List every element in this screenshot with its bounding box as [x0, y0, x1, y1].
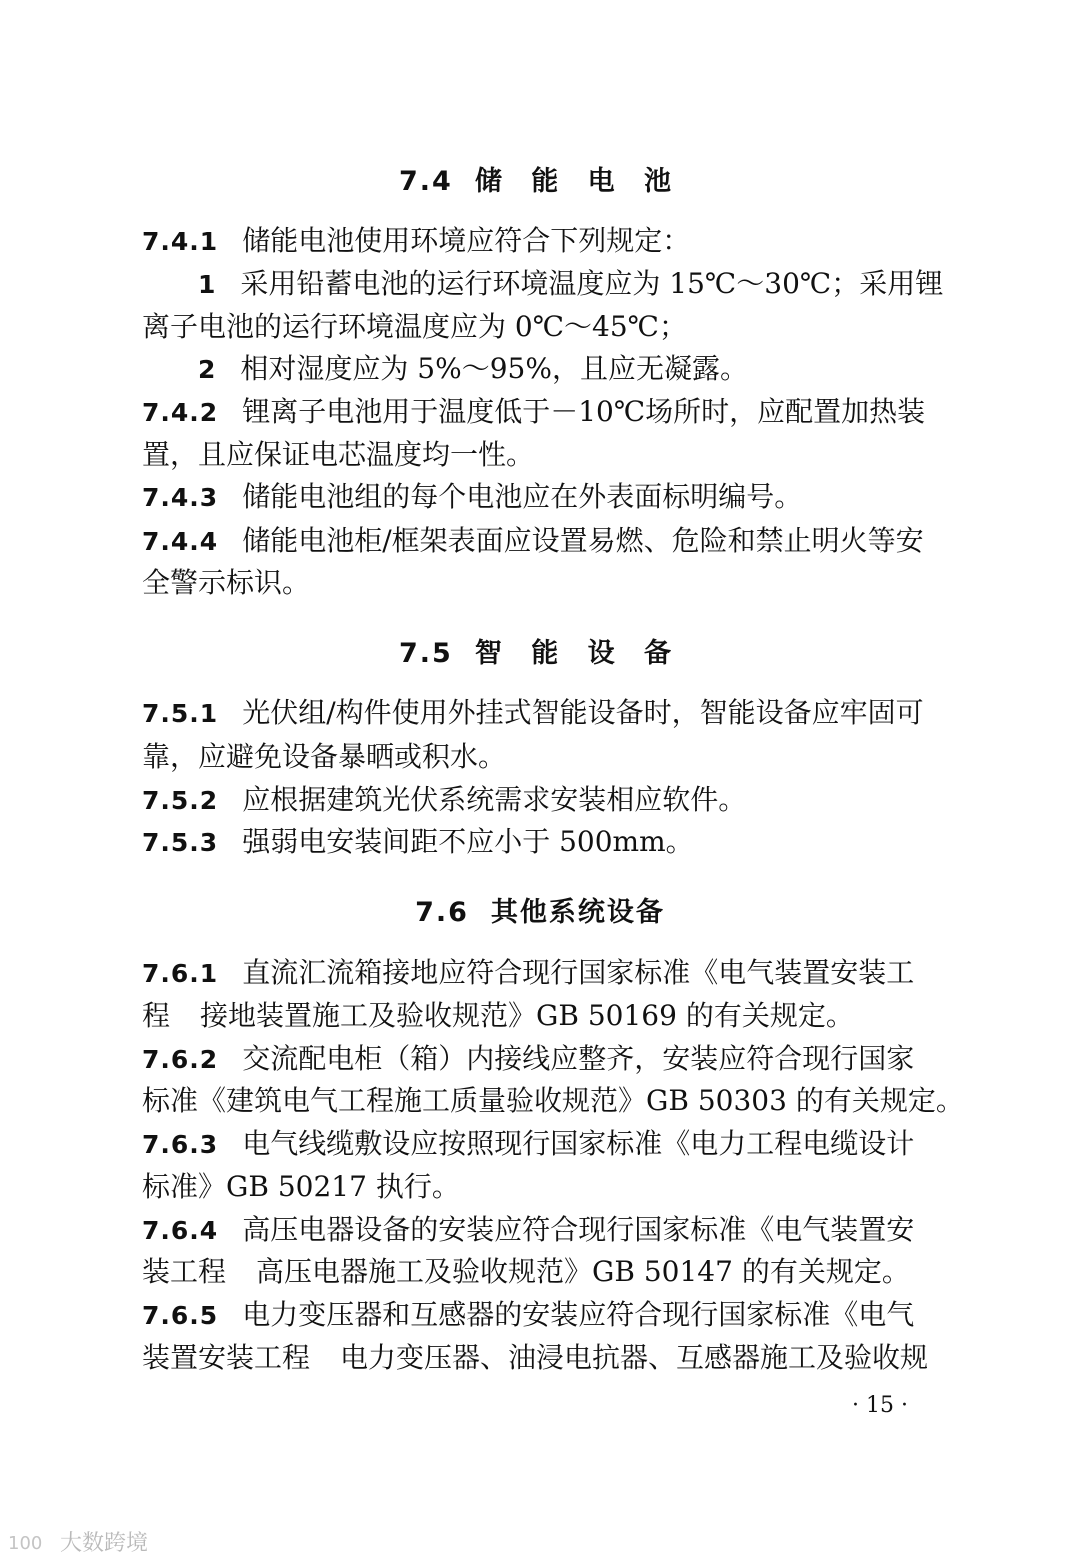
section-number: 7.4 — [398, 166, 453, 197]
section-number: 7.6 — [415, 897, 469, 928]
clause-text: 储能电池使用环境应符合下列规定： — [242, 224, 691, 257]
clause-7-6-2-continued — [142, 1080, 964, 1122]
clause-7-6-1-continued — [142, 995, 942, 1037]
clause-text: 标准《建筑电气工程施工质量验收规范》GB 50303 的有关规定。 — [142, 1084, 964, 1117]
clause-text: 置，且应保证电芯温度均一性。 — [142, 438, 535, 471]
clause-7-5-1 — [142, 692, 942, 735]
clause-number: 7.4.1 — [142, 227, 219, 256]
clause-text: 锂离子电池用于温度低于－10℃场所时，应配置加热装 — [242, 395, 926, 428]
clause-text: 高压电器施工及验收规范》GB 50147 的有关规定。 — [256, 1255, 910, 1288]
item-text: 相对湿度应为 5%～95%，且应无凝露。 — [240, 352, 748, 385]
item-text: 采用铅蓄电池的运行环境温度应为 15℃～30℃；采用锂 — [240, 267, 944, 300]
clause-number: 7.5.1 — [142, 699, 219, 728]
clause-text: 装置安装工程 — [142, 1341, 311, 1374]
section-heading-7-5 — [0, 631, 1080, 670]
clause-7-6-4-continued — [142, 1251, 942, 1293]
section-heading-7-6 — [0, 890, 1080, 929]
clause-number: 7.4.3 — [142, 483, 219, 512]
clause-7-6-4 — [142, 1209, 942, 1252]
clause-number: 7.4.2 — [142, 398, 219, 427]
section-number: 7.5 — [398, 638, 453, 669]
item-1-continued — [142, 306, 942, 348]
clause-text: 储能电池柜/框架表面应设置易燃、危险和禁止明火等安 — [242, 524, 924, 557]
clause-7-4-2-continued — [142, 434, 942, 476]
clause-7-5-3 — [142, 821, 942, 864]
section-title: 智 能 设 备 — [474, 638, 682, 669]
clause-text: 光伏组/构件使用外挂式智能设备时，智能设备应牢固可 — [242, 696, 924, 729]
clause-text: 高压电器设备的安装应符合现行国家标准《电气装置安 — [242, 1213, 915, 1246]
clause-text: 交流配电柜（箱）内接线应整齐，安装应符合现行国家 — [242, 1042, 915, 1075]
clause-7-6-5 — [142, 1294, 942, 1337]
clause-7-6-3 — [142, 1123, 942, 1166]
clause-text: 接地装置施工及验收规范》GB 50169 的有关规定。 — [200, 999, 854, 1032]
clause-7-4-1 — [142, 220, 942, 263]
section-title: 其他系统设备 — [490, 897, 665, 928]
clause-7-6-1 — [142, 952, 942, 995]
clause-number: 7.4.4 — [142, 527, 219, 556]
clause-text: 储能电池组的每个电池应在外表面标明编号。 — [242, 480, 803, 513]
clause-7-4-4-continued — [142, 562, 942, 604]
watermark-logo-icon — [6, 1528, 56, 1556]
clause-text: 标准》GB 50217 执行。 — [142, 1170, 460, 1203]
clause-text: 靠，应避免设备暴晒或积水。 — [142, 740, 507, 773]
clause-text: 程 — [142, 999, 171, 1032]
clause-number: 7.6.4 — [142, 1216, 219, 1245]
clause-7-4-4 — [142, 520, 942, 563]
clause-text: 装工程 — [142, 1255, 227, 1288]
clause-text: 应根据建筑光伏系统需求安装相应软件。 — [242, 783, 747, 816]
item-2 — [198, 348, 998, 391]
clause-number: 7.5.2 — [142, 786, 219, 815]
clause-number: 7.6.5 — [142, 1301, 219, 1330]
item-1 — [198, 263, 998, 306]
item-number: 2 — [198, 355, 217, 384]
clause-7-5-1-continued — [142, 736, 942, 778]
watermark — [6, 1526, 148, 1557]
clause-text: 全警示标识。 — [142, 566, 311, 599]
clause-text: 强弱电安装间距不应小于 500mm。 — [242, 825, 694, 858]
clause-7-6-3-continued — [142, 1166, 942, 1208]
clause-number: 7.6.2 — [142, 1045, 219, 1074]
clause-7-5-2 — [142, 779, 942, 822]
clause-7-4-3 — [142, 476, 942, 519]
clause-text: 电气线缆敷设应按照现行国家标准《电力工程电缆设计 — [242, 1127, 915, 1160]
page-number: · 15 · — [852, 1393, 908, 1418]
clause-number: 7.6.1 — [142, 959, 219, 988]
section-heading-7-4 — [0, 159, 1080, 198]
clause-7-6-2 — [142, 1038, 942, 1081]
clause-text: 电力变压器和互感器的安装应符合现行国家标准《电气 — [242, 1298, 915, 1331]
clause-text: 电力变压器、油浸电抗器、互感器施工及验收规 — [340, 1341, 929, 1374]
clause-7-4-2 — [142, 391, 942, 434]
watermark-logo-text: 100 — [8, 1532, 43, 1554]
item-text: 离子电池的运行环境温度应为 0℃～45℃； — [142, 310, 687, 343]
watermark-text: 大数跨境 — [60, 1531, 149, 1556]
clause-number: 7.6.3 — [142, 1130, 219, 1159]
clause-number: 7.5.3 — [142, 828, 219, 857]
clause-text: 直流汇流箱接地应符合现行国家标准《电气装置安装工 — [242, 956, 915, 989]
clause-7-6-5-continued — [142, 1337, 942, 1379]
item-number: 1 — [198, 270, 217, 299]
section-title: 储 能 电 池 — [474, 166, 682, 197]
